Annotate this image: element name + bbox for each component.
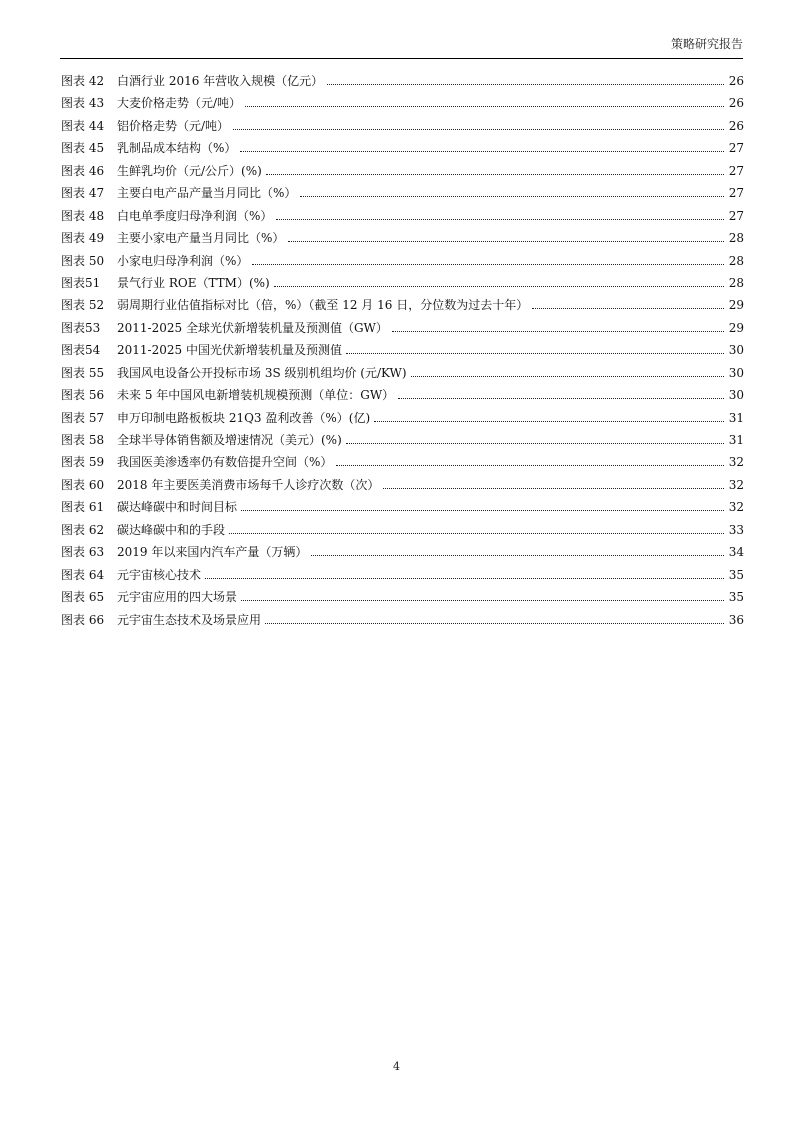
toc-dot-leader (398, 398, 724, 399)
toc-dot-leader (374, 421, 724, 422)
toc-entry-title: 申万印制电路板板块 21Q3 盈利改善（%）(亿) (117, 410, 371, 425)
toc-entry-title: 我国医美渗透率仍有数倍提升空间（%） (117, 455, 333, 470)
toc-entry-page: 26 (728, 96, 744, 111)
toc-entry-title: 2018 年主要医美消费市场每千人诊疗次数（次） (117, 477, 380, 492)
toc-dot-leader (411, 376, 724, 377)
toc-entry[interactable] (61, 317, 744, 339)
toc-dot-leader (532, 308, 724, 309)
toc-entry[interactable] (61, 609, 744, 631)
toc-entry-page: 28 (728, 275, 744, 290)
toc-entry-page: 32 (728, 477, 744, 492)
toc-entry-page: 36 (728, 612, 744, 627)
toc-entry-title: 铝价格走势（元/吨） (117, 118, 230, 133)
toc-entry-page: 26 (728, 118, 744, 133)
toc-entry-page: 31 (728, 433, 744, 447)
toc-entry[interactable] (61, 474, 744, 496)
toc-entry[interactable] (61, 384, 744, 406)
toc-dot-leader (274, 286, 724, 287)
toc-entry-title: 景气行业 ROE（TTM）(%) (117, 275, 270, 290)
page-number: 4 (393, 1060, 400, 1073)
page-header (60, 36, 743, 59)
toc-entry-label: 图表 52 (61, 298, 105, 313)
toc-entry[interactable] (61, 250, 744, 272)
toc-entry-title: 小家电归母净利润（%） (117, 253, 249, 268)
toc-entry-page: 35 (728, 567, 744, 582)
toc-entry-label: 图表 42 (61, 74, 105, 88)
toc-entry[interactable] (61, 407, 744, 429)
toc-entry[interactable] (61, 205, 744, 227)
toc-entry-label: 图表 61 (61, 500, 105, 515)
toc-entry-page: 32 (728, 500, 744, 515)
toc-dot-leader (229, 533, 724, 534)
toc-dot-leader (336, 465, 724, 466)
toc-entry-label: 图表 62 (61, 522, 105, 537)
toc-dot-leader (245, 106, 724, 107)
toc-entry-label: 图表 57 (61, 410, 105, 425)
toc-entry[interactable] (61, 182, 744, 204)
toc-entry-title: 主要小家电产量当月同比（%） (117, 231, 285, 246)
toc-dot-leader (252, 264, 724, 265)
toc-dot-leader (327, 84, 724, 85)
toc-dot-leader (205, 578, 724, 579)
toc-entry[interactable] (61, 519, 744, 541)
toc-entry-title: 生鲜乳均价（元/公斤）(%) (117, 163, 262, 178)
toc-entry-label: 图表 48 (61, 208, 105, 223)
figure-table-of-contents (61, 70, 744, 631)
toc-entry-page: 27 (728, 208, 744, 223)
toc-entry-label: 图表 44 (61, 118, 105, 133)
toc-dot-leader (383, 488, 724, 489)
toc-dot-leader (311, 555, 724, 556)
toc-entry-page: 28 (728, 231, 744, 246)
toc-entry[interactable] (61, 564, 744, 586)
toc-dot-leader (240, 151, 724, 152)
toc-entry-label: 图表54 (61, 343, 101, 358)
toc-entry[interactable] (61, 541, 744, 563)
toc-entry-label: 图表 58 (61, 433, 105, 447)
toc-entry-title: 白酒行业 2016 年营收入规模（亿元） (117, 74, 324, 88)
toc-entry[interactable] (61, 429, 744, 451)
toc-entry[interactable] (61, 70, 744, 92)
toc-entry-label: 图表 56 (61, 388, 105, 403)
toc-dot-leader (233, 129, 724, 130)
toc-entry-title: 我国风电设备公开投标市场 3S 级别机组均价 (元/KW) (117, 365, 407, 380)
toc-entry-title: 未来 5 年中国风电新增装机规模预测（单位：GW） (117, 388, 395, 403)
toc-entry-page: 29 (728, 298, 744, 313)
toc-entry-label: 图表 43 (61, 96, 105, 111)
toc-entry-label: 图表 59 (61, 455, 105, 470)
toc-entry-title: 2011-2025 中国光伏新增装机量及预测值 (117, 343, 342, 358)
toc-dot-leader (300, 196, 724, 197)
toc-entry-page: 30 (728, 365, 744, 380)
toc-entry-label: 图表51 (61, 275, 101, 290)
toc-entry-label: 图表 60 (61, 477, 105, 492)
report-type-title: 策略研究报告 (670, 37, 743, 51)
toc-entry[interactable] (61, 272, 744, 294)
toc-dot-leader (392, 331, 724, 332)
toc-entry[interactable] (61, 451, 744, 473)
toc-entry[interactable] (61, 339, 744, 361)
toc-entry-label: 图表53 (61, 320, 101, 335)
toc-entry-title: 元宇宙应用的四大场景 (117, 590, 238, 605)
toc-dot-leader (346, 443, 724, 444)
toc-entry-label: 图表 45 (61, 141, 105, 156)
toc-entry-page: 27 (728, 186, 744, 201)
toc-dot-leader (346, 353, 724, 354)
toc-entry-label: 图表 66 (61, 612, 105, 627)
toc-dot-leader (241, 510, 724, 511)
toc-entry-label: 图表 65 (61, 590, 105, 605)
toc-entry-title: 元宇宙核心技术 (117, 567, 202, 582)
toc-entry-title: 碳达峰碳中和的手段 (117, 522, 226, 537)
toc-entry-title: 大麦价格走势（元/吨） (117, 96, 242, 111)
toc-entry-page: 34 (728, 545, 744, 560)
toc-entry[interactable] (61, 227, 744, 249)
toc-entry-page: 26 (728, 74, 744, 88)
toc-dot-leader (265, 623, 724, 624)
toc-entry-page: 28 (728, 253, 744, 268)
toc-entry-title: 元宇宙生态技术及场景应用 (117, 612, 262, 627)
toc-entry[interactable] (61, 294, 744, 316)
toc-entry-page: 35 (728, 590, 744, 605)
toc-entry[interactable] (61, 586, 744, 608)
toc-entry-title: 弱周期行业估值指标对比（倍，%）（截至 12 月 16 日，分位数为过去十年） (117, 298, 529, 313)
toc-entry-label: 图表 64 (61, 567, 105, 582)
toc-entry[interactable] (61, 137, 744, 159)
toc-entry-label: 图表 47 (61, 186, 105, 201)
toc-entry-page: 31 (728, 410, 744, 425)
toc-dot-leader (266, 174, 724, 175)
toc-entry-title: 2011-2025 全球光伏新增装机量及预测值（GW） (117, 320, 388, 335)
toc-entry-label: 图表 46 (61, 163, 105, 178)
toc-entry-title: 全球半导体销售额及增速情况（美元）(%) (117, 433, 342, 447)
toc-entry-label: 图表 63 (61, 545, 105, 560)
toc-entry[interactable] (61, 362, 744, 384)
toc-entry-page: 33 (728, 522, 744, 537)
toc-dot-leader (241, 600, 724, 601)
toc-entry-page: 30 (728, 388, 744, 403)
toc-entry-title: 乳制品成本结构（%） (117, 141, 237, 156)
toc-dot-leader (288, 241, 724, 242)
toc-entry-title: 白电单季度归母净利润（%） (117, 208, 273, 223)
toc-entry-page: 27 (728, 163, 744, 178)
toc-entry[interactable] (61, 92, 744, 114)
toc-entry-page: 27 (728, 141, 744, 156)
toc-entry-page: 30 (728, 343, 744, 358)
toc-entry-page: 29 (728, 320, 744, 335)
toc-entry-title: 碳达峰碳中和时间目标 (117, 500, 238, 515)
toc-entry[interactable] (61, 115, 744, 137)
toc-entry-label: 图表 55 (61, 365, 105, 380)
toc-entry[interactable] (61, 160, 744, 182)
toc-entry-label: 图表 49 (61, 231, 105, 246)
toc-entry-title: 主要白电产品产量当月同比（%） (117, 186, 297, 201)
toc-entry-title: 2019 年以来国内汽车产量（万辆） (117, 545, 308, 560)
toc-entry-page: 32 (728, 455, 744, 470)
toc-dot-leader (276, 219, 724, 220)
toc-entry[interactable] (61, 496, 744, 518)
toc-entry-label: 图表 50 (61, 253, 105, 268)
